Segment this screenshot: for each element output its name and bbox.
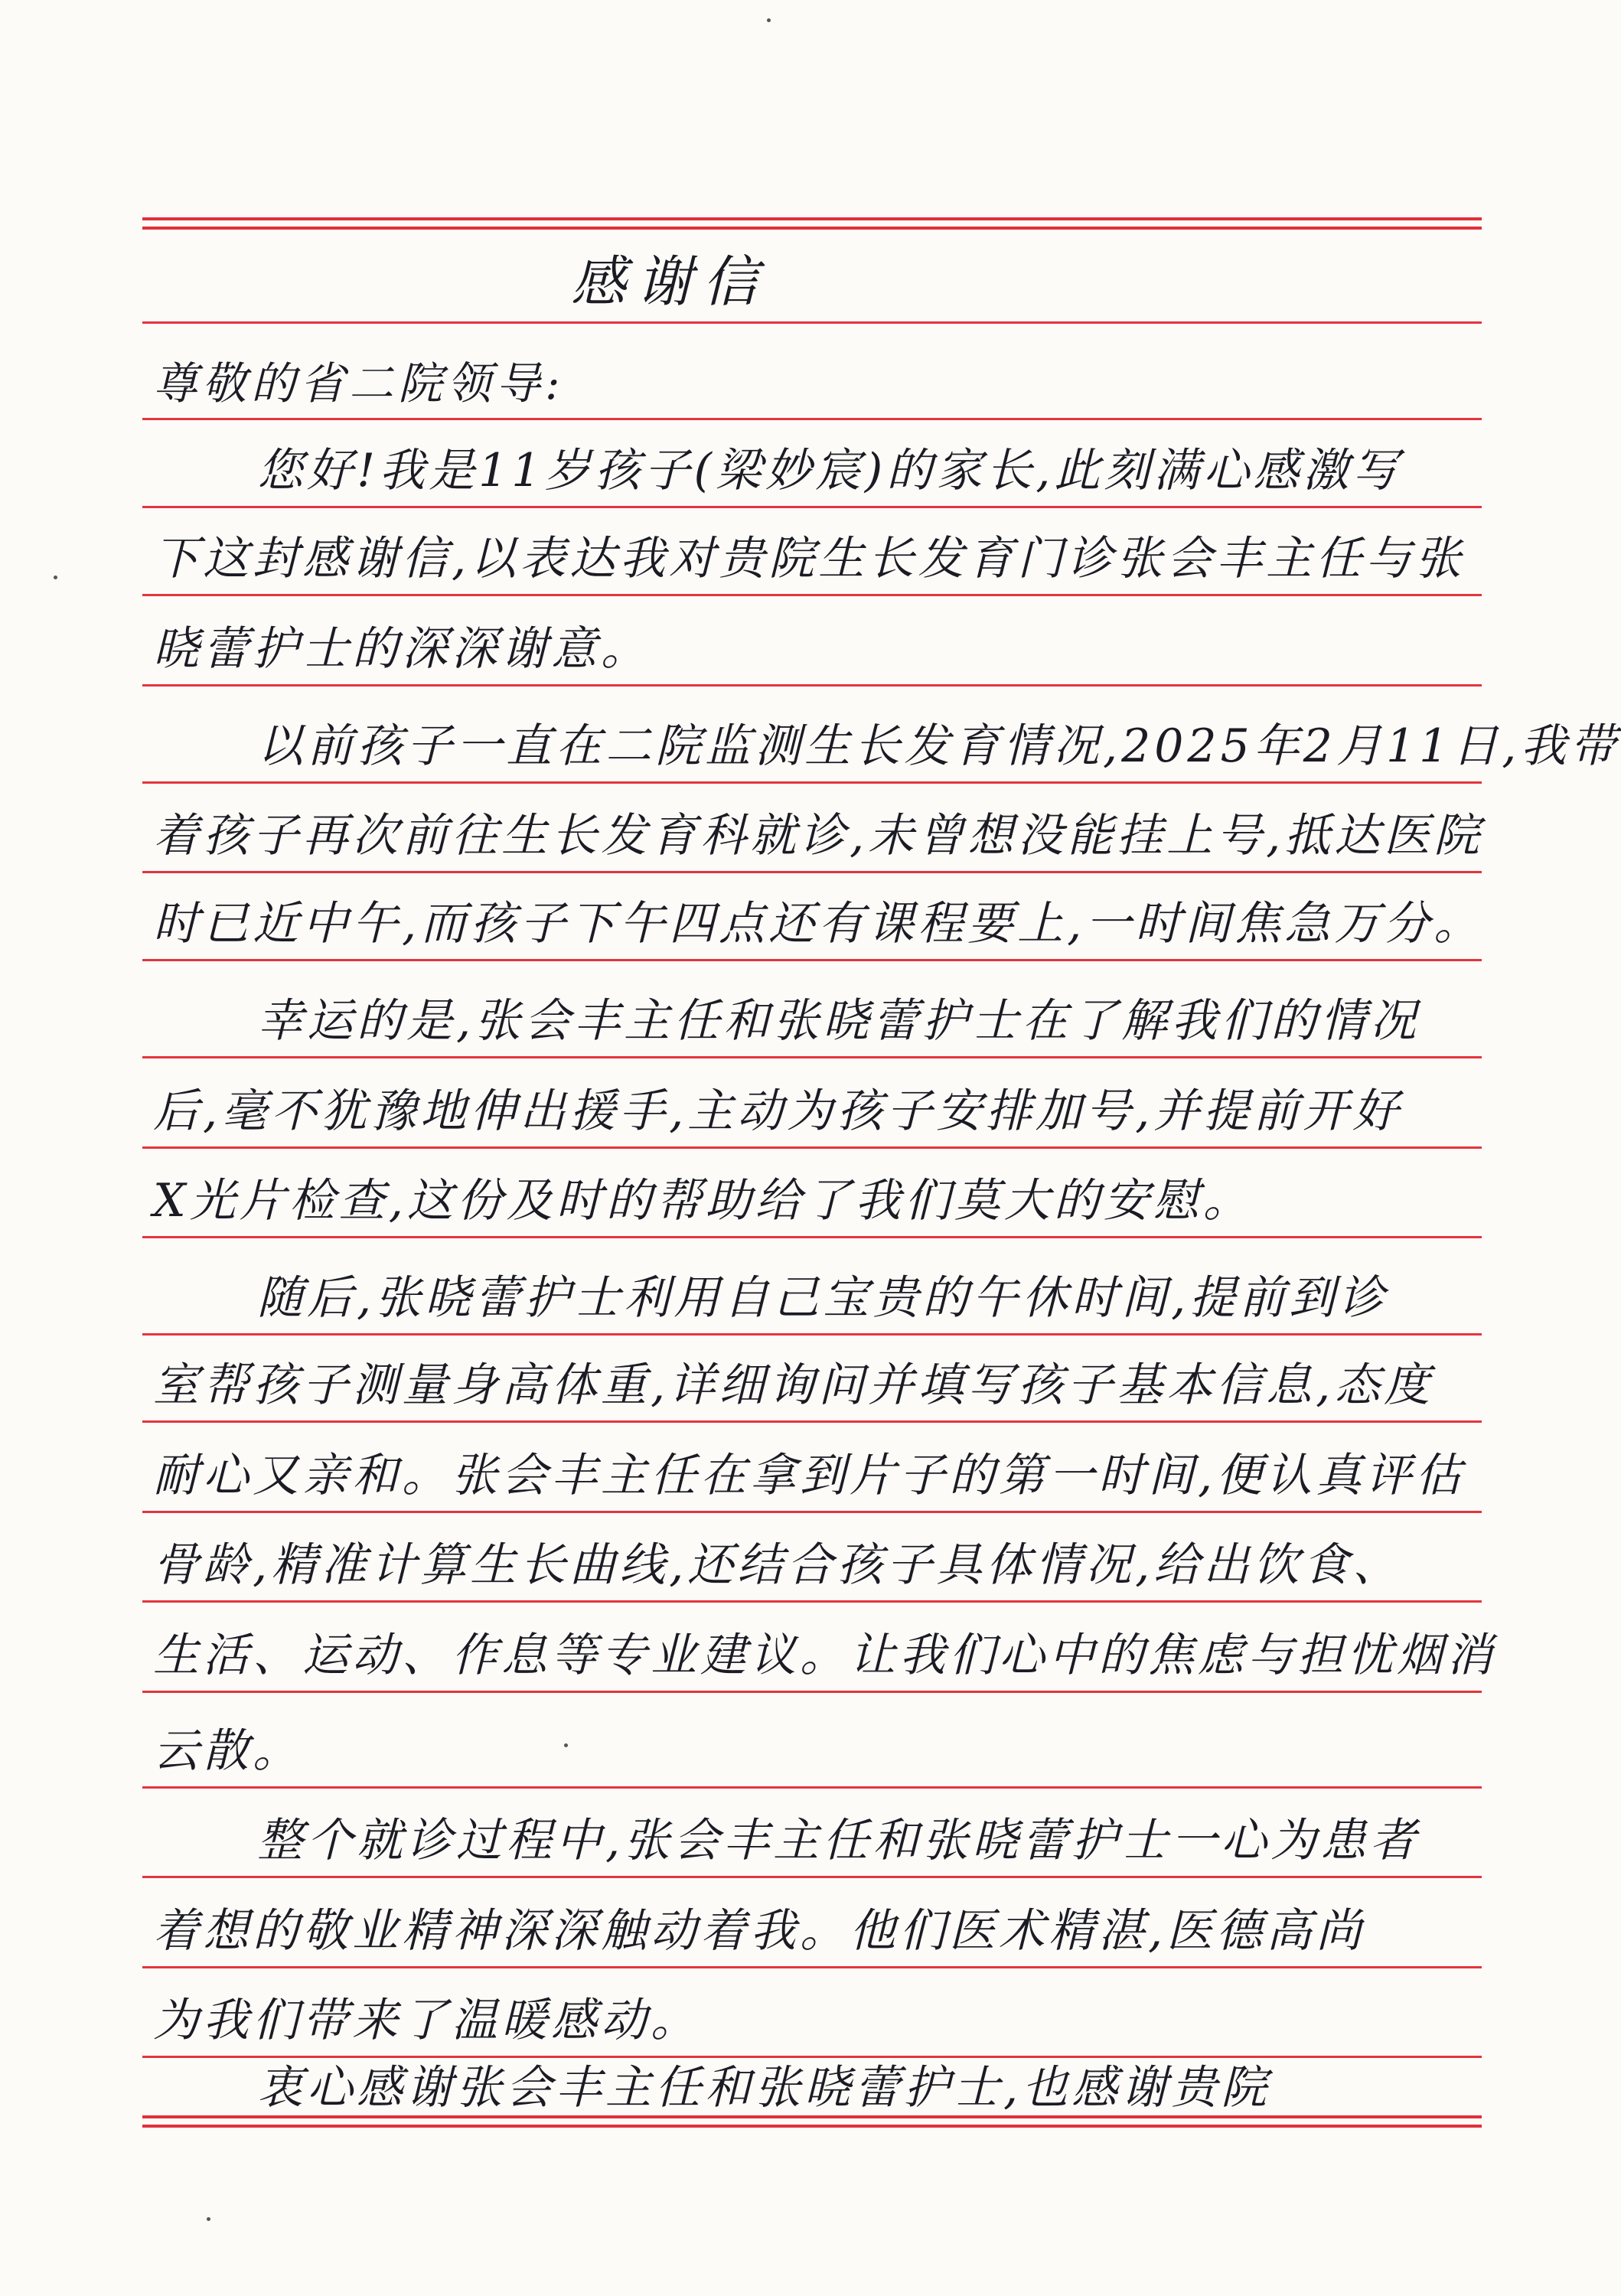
scan-speck — [767, 18, 771, 22]
ruled-line — [142, 974, 1482, 1058]
ruled-line — [142, 1518, 1482, 1603]
scan-speck — [564, 1743, 568, 1747]
ruled-line — [142, 1338, 1482, 1423]
letter-title: 感谢信 — [571, 249, 769, 314]
body-line: X光片检查,这份及时的帮助给了我们莫大的安慰。 — [153, 1174, 1253, 1228]
body-line: 以前孩子一直在二院监测生长发育情况,2025年2月11日,我带 — [257, 719, 1620, 773]
body-line: 整个就诊过程中,张会丰主任和张晓蕾护士一心为患者 — [257, 1814, 1420, 1867]
ruled-line — [142, 788, 1482, 873]
body-line: 着想的敬业精神深深触动着我。他们医术精湛,医德高尚 — [153, 1904, 1366, 1958]
ruled-line — [142, 1608, 1496, 1693]
body-line: 为我们带来了温暖感动。 — [153, 1994, 700, 2047]
body-line: 室帮孩子测量身高体重,详细询问并填写孩子基本信息,态度 — [153, 1358, 1434, 1412]
ruled-line-salutation — [142, 335, 1482, 420]
ruled-line — [142, 602, 1482, 687]
ruled-line — [142, 1883, 1482, 1968]
body-line: 后,毫不犹豫地伸出援手,主动为孩子安排加号,并提前开好 — [153, 1084, 1403, 1138]
letter-salutation: 尊敬的省二院领导: — [153, 357, 565, 409]
ruled-line — [142, 1153, 1482, 1238]
ruled-line — [142, 511, 1482, 596]
body-line: 骨龄,精准计算生长曲线,还结合孩子具体情况,给出饮食、 — [153, 1538, 1403, 1592]
ruled-line-title — [142, 239, 1482, 324]
ruled-line — [142, 1064, 1482, 1149]
body-line: 时已近中午,而孩子下午四点还有课程要上,一时间焦急万分。 — [153, 897, 1484, 951]
ruled-line — [142, 1251, 1482, 1336]
body-line: 耐心又亲和。张会丰主任在拿到片子的第一时间,便认真评估 — [153, 1449, 1466, 1502]
body-line: 您好!我是11岁孩子(梁妙宸)的家长,此刻满心感激写 — [257, 444, 1403, 497]
ruled-line — [142, 1704, 1482, 1789]
body-line: 着孩子再次前往生长发育科就诊,未曾想没能挂上号,抵达医院 — [153, 809, 1484, 863]
top-double-rule — [142, 217, 1482, 230]
ruled-line — [142, 423, 1482, 508]
scan-speck — [207, 2217, 210, 2221]
body-line: 随后,张晓蕾护士利用自己宝贵的午休时间,提前到诊 — [257, 1271, 1389, 1325]
ruled-line — [142, 1428, 1482, 1513]
body-line: 下这封感谢信,以表达我对贵院生长发育门诊张会丰主任与张 — [153, 532, 1466, 585]
bottom-double-rule — [142, 2115, 1482, 2128]
body-line: 晓蕾护士的深深谢意。 — [153, 622, 651, 676]
ruled-line — [142, 699, 1620, 784]
ruled-line — [142, 1793, 1482, 1878]
scan-speck — [54, 576, 57, 579]
body-line: 生活、运动、作息等专业建议。让我们心中的焦虑与担忧烟消 — [153, 1629, 1496, 1682]
ruled-line — [142, 2031, 1482, 2115]
body-line: 衷心感谢张会丰主任和张晓蕾护士,也感谢贵院 — [257, 2061, 1271, 2115]
ruled-line — [142, 876, 1482, 961]
body-line: 幸运的是,张会丰主任和张晓蕾护士在了解我们的情况 — [257, 994, 1420, 1048]
body-line: 云散。 — [153, 1724, 302, 1778]
